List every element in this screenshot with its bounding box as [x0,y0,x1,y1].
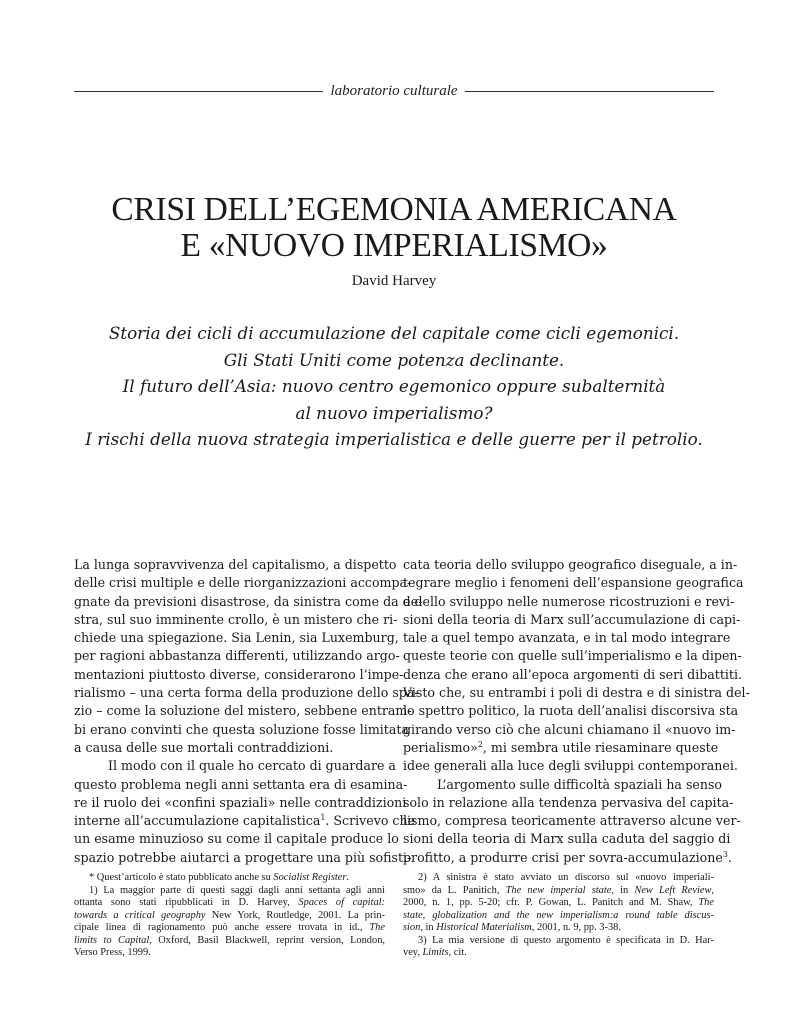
text-run: perialismo» [403,739,478,755]
author-name: David Harvey [351,273,437,289]
text-line: Visto che, su entrambi i poli di destra e di sinistra del- [403,685,750,701]
text-run: . [727,849,732,865]
abstract-line: Il futuro dell’Asia: nuovo centro egemonico oppure subalternità [122,376,666,397]
text-line: questo problema negli anni settanta era di esamina- [74,776,408,792]
text-run-italic: Limits, [422,947,452,958]
text-line [74,812,416,830]
text-run: , in [611,884,635,896]
text-line: chiede una spiegazione. Sia Lenin, sia Luxemburg, [74,630,399,646]
text-line [403,849,732,867]
text-line: e dello sviluppo nelle numerose ricostruzioni e revi- [403,593,735,609]
text-run: * Quest’articolo è stato pubblicato anche su [89,872,274,883]
footnote-line [403,947,714,960]
text-line: tegrare meglio i fenomeni dell’espansione geografica [403,575,744,591]
footnote-line [403,897,714,910]
title-line: CRISI DELL’EGEMONIA AMERICANA [111,191,677,228]
text-run-italic: towards a critical geography [74,909,206,921]
article-title [74,192,714,264]
text-run-italic: Socialist Register [273,872,347,883]
abstract-line: Storia dei cicli di accumulazione del capitale come cicli egemonici. [108,323,680,343]
footnote-line [74,872,385,885]
section-header [74,80,714,102]
text-run: , in [420,922,437,933]
text-run: profitto, a produrre crisi per sovra-accumulazione [403,849,723,865]
footnote-line [403,910,714,923]
article-abstract [74,320,714,453]
text-run-italic: limits to Capital [74,934,150,946]
text-line: Il modo con il quale ho cercato di guardare a [108,758,396,774]
text-run-italic: The [698,897,714,908]
footnote-ref[interactable]: 2 [477,739,483,749]
text-line: sioni della teoria di Marx sulla caduta del saggio di [403,831,731,847]
header-rule-left [74,91,323,92]
text-line: zio – come la soluzione del mistero, sebbene entram- [74,703,412,719]
text-line: stra, sul suo imminente crollo, è un mistero che ri- [74,611,398,627]
abstract-line: Gli Stati Uniti come potenza declinante. [223,349,565,370]
text-line: a causa delle sue mortali contraddizioni. [74,739,334,755]
text-line: lismo, compresa teoricamente attraverso alcune ver- [403,813,741,829]
footnotes-left [74,872,385,960]
text-line: queste teorie con quelle sull’imperialismo e la dipen- [403,648,742,664]
text-run-italic: The [369,922,385,933]
text-run: New York, Routledge, 2001. La prin- [205,909,386,921]
text-run-italic: sion [403,922,421,933]
text-line: spazio potrebbe aiutarci a progettare una più sofisti- [74,849,412,865]
text-run: interne all’accumulazione capitalistica [74,813,321,829]
text-line: tale a quel tempo avanzata, e in tal modo integrare [403,630,731,646]
text-line [403,739,719,757]
text-run-italic: state, globalization and the new imperialism:a round table discus- [403,909,714,921]
text-line: gnate da previsioni disastrose, da sinistra come da de- [74,593,423,609]
text-run-italic: The new imperial state [505,884,612,896]
text-run-italic: Spaces of capital: [298,897,385,908]
text-run: . Scrivevo che [325,813,416,829]
abstract-line: I rischi della nuova strategia imperialistica e delle guerre per il petrolio. [85,429,703,450]
text-line: L’argomento sulle difficoltà spaziali ha senso [437,776,723,792]
text-line: per ragioni abbastanza differenti, utilizzando argo- [74,648,400,664]
footnote-ref[interactable]: 1 [320,812,326,822]
header-rule-right [465,91,714,92]
text-run: 2000, n. 1, pp. 5-20; cfr. P. Gowan, L. Panitch and M. Shaw, [403,897,699,908]
footnote-line [74,910,385,923]
body-column-right [403,556,750,867]
text-line: La lunga sopravvivenza del capitalismo, a dispetto [74,557,397,572]
footnote-line: 3) La mia versione di questo argomento è specificata in D. Har- [418,934,714,946]
section-label: laboratorio culturale [330,82,458,99]
text-run-italic: Historical Materialism [436,922,532,933]
text-line: solo in relazione alla tendenza pervasiva del capita- [403,794,734,810]
footnote-line: 2) A sinistra è stato avviato un discorso sul «nuovo imperiali- [418,872,714,883]
title-line: E «NUOVO IMPERIALISMO» [180,227,608,264]
text-line: girando verso ciò che alcuni chiamano il «nuovo im- [403,721,736,737]
text-line: denza che erano all’epoca argomenti di seri dibattiti. [403,666,743,682]
footnote-line [403,922,714,935]
text-run: cipale linea di ragionamento può anche essere trovata in id., [74,922,370,933]
text-line: bi erano convinti che questa soluzione fosse limitata [74,721,409,737]
text-line: rialismo – una certa forma della produzione dello spa- [74,685,419,701]
text-run: , 2001, n. 9, pp. 3-38. [531,922,621,933]
text-line: sioni della teoria di Marx sull’accumulazione di capi- [403,611,741,627]
footnote-ref[interactable]: 3 [722,849,728,859]
text-line: mentazioni piuttosto diverse, considerarono l’impe- [74,666,404,682]
text-run: ottanta sono stati ripubblicati in D. Harvey, [74,897,299,908]
text-run: , mi sembra utile riesaminare queste [482,739,719,755]
text-run: smo» da L. Panitich, [403,884,506,896]
footnote-line [403,885,714,898]
text-line: lo spettro politico, la ruota dell’analisi discorsiva sta [403,703,739,719]
text-line: cata teoria dello sviluppo geografico diseguale, a in- [403,557,738,572]
text-run: vey, [403,947,423,958]
text-run-italic: New Left Review [634,884,712,896]
text-run: , [711,884,714,896]
footnote-line [74,922,385,935]
text-run: . [346,872,350,883]
text-line: un esame minuzioso su come il capitale produce lo [74,831,399,847]
text-run: cit. [451,947,467,958]
body-column-left [74,556,423,867]
text-run: , Oxford, Basil Blackwell, reprint version, London, [149,934,385,946]
text-line: re il ruolo dei «confini spaziali» nelle contraddizioni [74,794,407,810]
footnote-line [74,897,385,910]
footnote-line [74,935,385,948]
text-line: idee generali alla luce degli sviluppi contemporanei. [403,758,738,774]
footnote-line: Verso Press, 1999. [74,947,151,958]
footnote-line: 1) La maggior parte di questi saggi dagli anni settanta agli anni [89,884,385,896]
footnotes-right [403,872,714,960]
abstract-line: al nuovo imperialismo? [295,402,493,423]
text-line: delle crisi multiple e delle riorganizzazioni accompa- [74,575,412,591]
